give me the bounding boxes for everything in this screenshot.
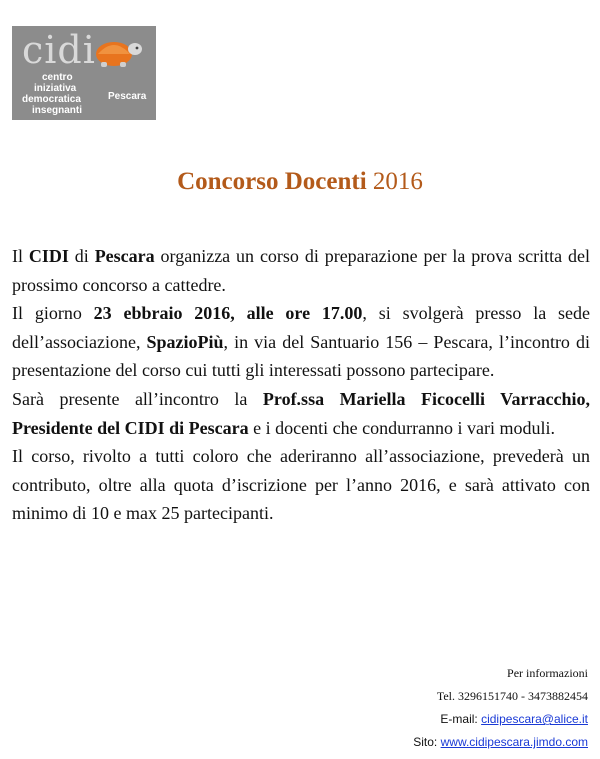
announcement-body — [12, 242, 590, 528]
paragraph-intro: Il CIDI di Pescara organizza un corso di preparazione per la prova scritta del prossimo concorso a cattedre. — [12, 246, 590, 295]
logo-line-iniziativa: iniziativa — [34, 83, 77, 94]
bold-pescara: Pescara — [94, 246, 155, 266]
logo-city: Pescara — [108, 91, 147, 102]
paragraph-course: Il corso, rivolto a tutti coloro che aderiranno all’associazione, prevederà un contributo, oltre alla quota d’iscrizione per l’anno 2016, e sarà attivato con minimo di 10 e max 25 partecipanti. — [12, 446, 590, 524]
title-main: Concorso Docenti — [177, 168, 367, 195]
email-link[interactable]: cidipescara@alice.it — [481, 712, 588, 726]
logo-wordmark: cidi — [22, 28, 96, 72]
cidi-logo — [12, 26, 156, 120]
website-link[interactable]: www.cidipescara.jimdo.com — [440, 735, 588, 749]
title-year: 2016 — [372, 168, 423, 195]
turtle-icon — [90, 30, 150, 70]
page-title — [0, 168, 600, 196]
logo-line-centro: centro — [42, 72, 73, 83]
logo-subtitle — [22, 72, 82, 116]
logo-line-insegnanti: insegnanti — [32, 105, 83, 116]
contact-tel: Tel. 3296151740 - 3473882454 — [436, 689, 588, 703]
contact-email-row: E-mail: cidipescara@alice.it — [440, 712, 588, 726]
contact-info — [413, 662, 588, 754]
bold-venue: SpazioPiù — [146, 331, 224, 352]
paragraph-date: Il giorno 23 ebbraio 2016, alle ore 17.00, si svolgerà presso la sede dell’associazione, SpazioPiù, in via del Santuario 156 – Pescara, l’incontro di presentazione del corso cui tutti gli interessati possono partecipare. — [12, 303, 590, 381]
bold-cidi: CIDI — [28, 246, 69, 266]
contact-heading: Per informazioni — [507, 666, 588, 680]
contact-site-row: Sito: www.cidipescara.jimdo.com — [413, 735, 588, 749]
bold-date: 23 ebbraio 2016, alle ore 17.00 — [93, 303, 363, 324]
paragraph-president: Sarà presente all’incontro la Prof.ssa Mariella Ficocelli Varracchio, Presidente del CIDI di Pescara e i docenti che condurranno i vari moduli. — [12, 388, 590, 438]
bold-president: Prof.ssa Mariella Ficocelli Varracchio, Presidente del CIDI di Pescara — [12, 388, 590, 438]
logo-line-democratica: democratica — [22, 94, 81, 105]
